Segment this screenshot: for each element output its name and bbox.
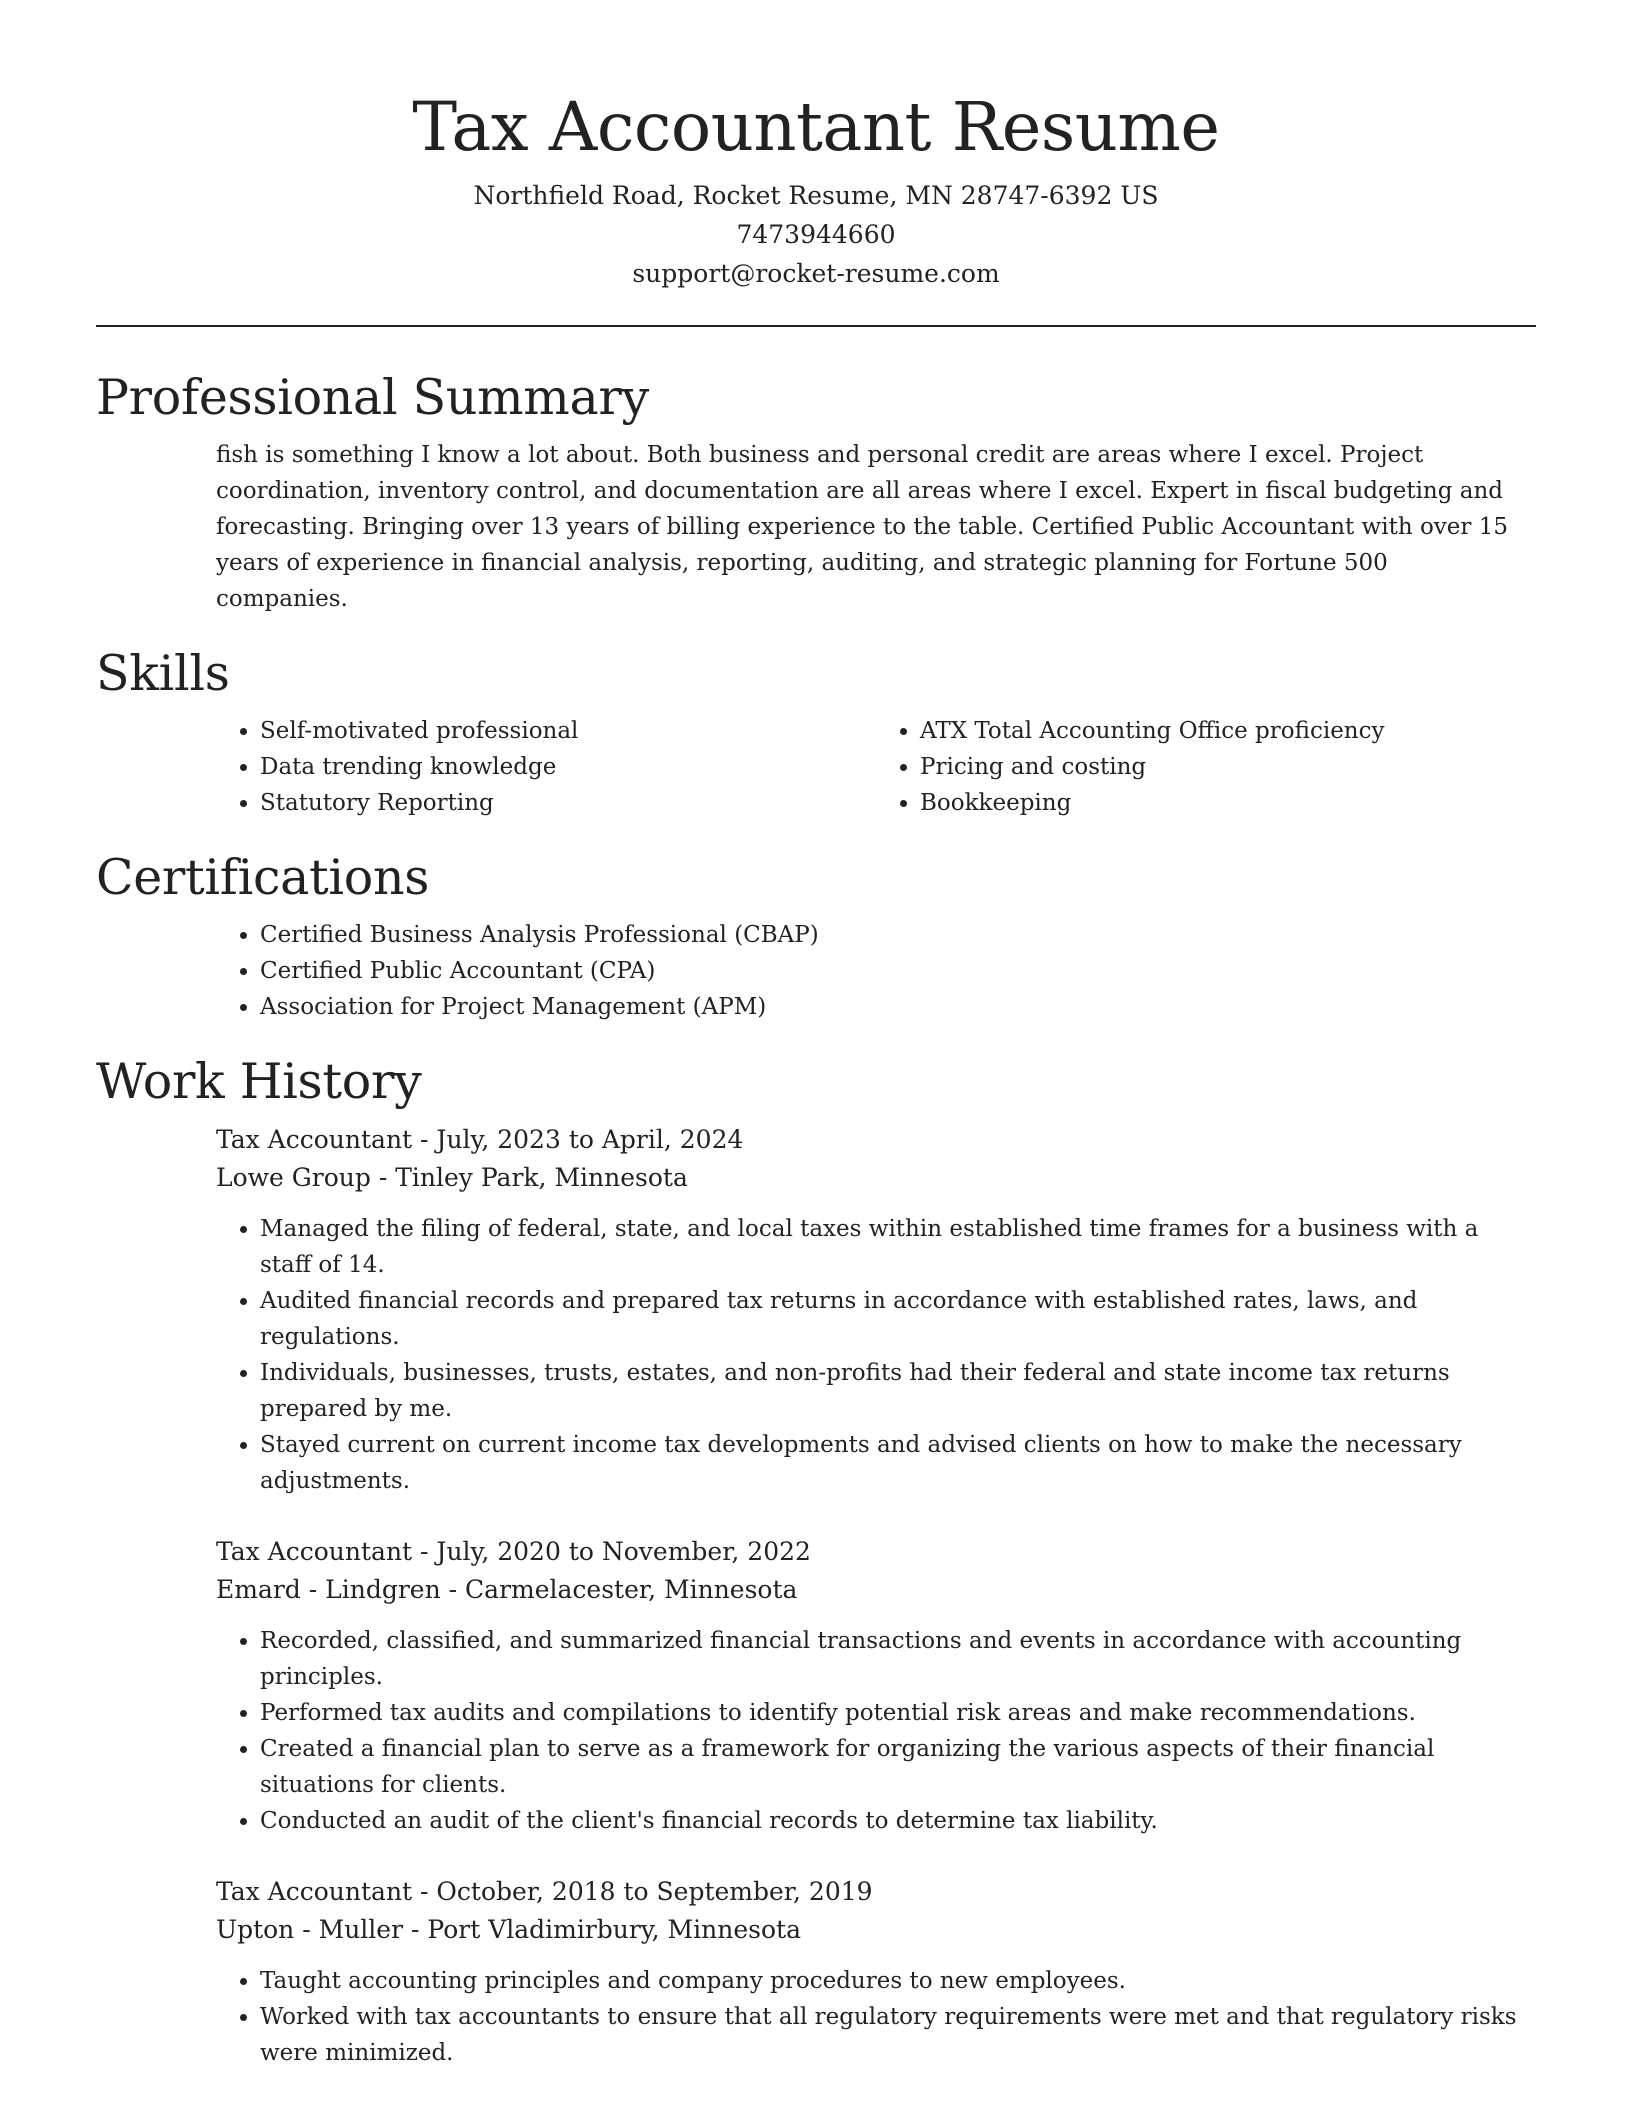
job-bullet: • Worked with tax accountants to ensure that all regulatory requirements were met and that regulatory risks were minimized.	[260, 1999, 1536, 2071]
job-company: Emard - Lindgren - Carmelacester, Minnesota	[216, 1575, 798, 1604]
job-entry	[216, 1121, 1536, 1499]
skill-item: • Statutory Reporting	[260, 785, 876, 821]
skill-item: • ATX Total Accounting Office proficiency	[920, 713, 1536, 749]
certifications-heading: Certifications	[96, 849, 430, 906]
job-title: Tax Accountant - October, 2018 to September, 2019	[216, 1877, 873, 1906]
summary-section	[96, 367, 1536, 617]
job-entry	[216, 1873, 1536, 2071]
skills-heading: Skills	[96, 645, 230, 702]
skill-item: • Self-motivated professional	[260, 713, 876, 749]
skill-item: • Data trending knowledge	[260, 749, 876, 785]
job-bullet: • Taught accounting principles and company procedures to new employees.	[260, 1963, 1536, 1999]
skill-item: • Bookkeeping	[920, 785, 1536, 821]
certifications-body	[216, 917, 1536, 1025]
work-history-body	[216, 1121, 1536, 2071]
certifications-section	[96, 847, 1536, 1025]
resume-page	[96, 0, 1536, 2105]
summary-body	[216, 437, 1536, 617]
job-bullet: • Recorded, classified, and summarized financial transactions and events in accordance with accounting principles.	[260, 1623, 1536, 1695]
job-company: Lowe Group - Tinley Park, Minnesota	[216, 1163, 688, 1192]
certification-item: • Association for Project Management (APM)	[260, 989, 1536, 1025]
job-entry	[216, 1533, 1536, 1839]
job-bullet: • Individuals, businesses, trusts, estates, and non-profits had their federal and state income tax returns prepared by me.	[260, 1355, 1536, 1427]
skills-list-right	[876, 713, 1536, 821]
certification-item: • Certified Public Accountant (CPA)	[260, 953, 1536, 989]
job-title: Tax Accountant - July, 2020 to November, 2022	[216, 1537, 811, 1566]
work-history-section	[96, 1051, 1536, 2071]
job-title: Tax Accountant - July, 2023 to April, 2024	[216, 1125, 744, 1154]
email: support@rocket-resume.com	[632, 259, 1000, 288]
address: Northfield Road, Rocket Resume, MN 28747-6392 US	[473, 181, 1159, 210]
certifications-list	[216, 917, 1536, 1025]
phone: 7473944660	[736, 220, 896, 249]
job-bullet: • Audited financial records and prepared tax returns in accordance with established rates, laws, and regulations.	[260, 1283, 1536, 1355]
contact-info	[96, 176, 1536, 293]
certification-item: • Certified Business Analysis Professional (CBAP)	[260, 917, 1536, 953]
job-bullet: • Performed tax audits and compilations to identify potential risk areas and make recommendations.	[260, 1695, 1536, 1731]
job-company: Upton - Muller - Port Vladimirbury, Minnesota	[216, 1915, 801, 1944]
resume-header	[96, 0, 1536, 293]
skill-item: • Pricing and costing	[920, 749, 1536, 785]
skills-section	[96, 643, 1536, 821]
summary-text: fish is something I know a lot about. Both business and personal credit are areas where I excel. Project coordination, inventory control, and documentation are all areas where I excel. Expert in fiscal budgeting and forecasting. Bringing over 13 years of billing experience to the table. Certified Public Accountant with over 15 years of experience in financial analysis, reporting, auditing, and strategic planning for Fortune 500 companies.	[216, 442, 1508, 612]
job-bullet: • Stayed current on current income tax developments and advised clients on how to make the necessary adjustments.	[260, 1427, 1536, 1499]
skills-grid	[216, 713, 1536, 821]
skills-list-left	[216, 713, 876, 821]
job-bullets	[216, 1211, 1536, 1499]
job-bullet: • Created a financial plan to serve as a framework for organizing the various aspects of their financial situations for clients.	[260, 1731, 1536, 1803]
header-divider	[96, 325, 1536, 327]
resume-title: Tax Accountant Resume	[412, 88, 1220, 166]
work-history-heading: Work History	[96, 1053, 422, 1110]
job-bullets	[216, 1623, 1536, 1839]
job-bullets	[216, 1963, 1536, 2071]
job-bullet: • Conducted an audit of the client's financial records to determine tax liability.	[260, 1803, 1536, 1839]
summary-heading: Professional Summary	[96, 369, 649, 426]
job-bullet: • Managed the filing of federal, state, and local taxes within established time frames for a business with a staff of 14.	[260, 1211, 1536, 1283]
